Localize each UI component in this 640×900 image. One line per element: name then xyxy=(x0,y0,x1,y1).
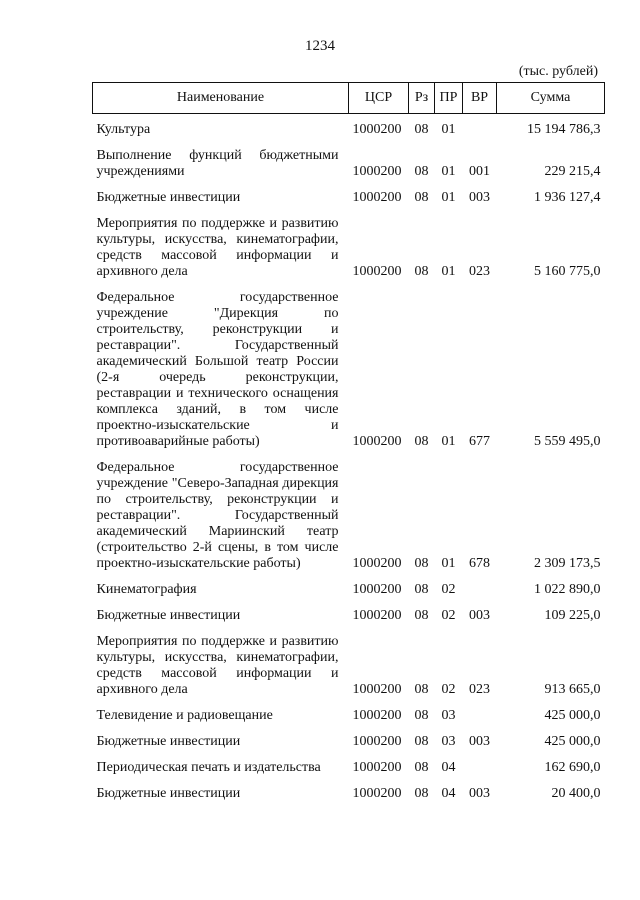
cell-sum: 5 160 775,0 xyxy=(534,264,601,279)
table-row xyxy=(93,734,605,752)
row-spacer-cell xyxy=(93,114,605,123)
cell-rz: 08 xyxy=(414,264,429,279)
budget-table xyxy=(92,82,605,804)
table-header-row xyxy=(93,83,605,114)
cell-name: Бюджетные инвестиции xyxy=(96,786,241,801)
cell-pr: 04 xyxy=(441,786,456,801)
cell-rz: 08 xyxy=(414,708,429,723)
cell-rz: 08 xyxy=(414,164,429,179)
cell-vr: 677 xyxy=(469,434,490,449)
header-vr: ВР xyxy=(463,83,497,114)
cell-name: Кинематография xyxy=(96,582,197,597)
row-spacer-cell xyxy=(93,626,605,634)
table-row xyxy=(93,190,605,208)
table-row xyxy=(93,608,605,626)
row-spacer-cell xyxy=(93,726,605,734)
cell-rz: 08 xyxy=(414,734,429,749)
row-spacer xyxy=(93,140,605,148)
cell-rz: 08 xyxy=(414,582,429,597)
cell-name: Культура xyxy=(96,122,151,137)
cell-vr xyxy=(463,122,497,140)
cell-vr: 003 xyxy=(469,608,490,623)
cell-pr: 03 xyxy=(441,708,456,723)
table-row xyxy=(93,708,605,726)
cell-csr: 1000200 xyxy=(352,708,402,723)
header-csr: ЦСР xyxy=(349,83,409,114)
cell-pr: 01 xyxy=(441,190,456,205)
row-spacer xyxy=(93,452,605,460)
cell-csr: 1000200 xyxy=(352,582,402,597)
header-sum: Сумма xyxy=(497,83,605,114)
cell-csr: 1000200 xyxy=(352,556,402,571)
cell-sum: 109 225,0 xyxy=(544,608,601,623)
table-row xyxy=(93,634,605,700)
cell-pr: 02 xyxy=(441,582,456,597)
row-spacer xyxy=(93,208,605,216)
header-pr: ПР xyxy=(435,83,463,114)
cell-pr: 03 xyxy=(441,734,456,749)
cell-sum: 162 690,0 xyxy=(544,760,601,775)
header-rz: Рз xyxy=(409,83,435,114)
header-name: Наименование xyxy=(93,83,349,114)
cell-csr: 1000200 xyxy=(352,608,402,623)
cell-name: Периодическая печать и издательства xyxy=(96,760,321,775)
cell-name: Бюджетные инвестиции xyxy=(96,608,241,623)
cell-vr: 023 xyxy=(469,682,490,697)
cell-pr: 02 xyxy=(441,682,456,697)
cell-vr: 003 xyxy=(469,190,490,205)
cell-pr: 01 xyxy=(441,556,456,571)
cell-name: Федеральное государственное учреждение "Дирекция по строительству, реконструкции и реставрации". Государственный академический Большой театр России (2-я очередь реконструкции, реставрации и технического оснащения комплекса зданий, в том числе проектно-изыскательские и противоаварийные работы) xyxy=(96,290,339,449)
row-spacer-cell xyxy=(93,600,605,608)
row-spacer-cell xyxy=(93,208,605,216)
row-spacer-cell xyxy=(93,140,605,148)
table-row xyxy=(93,290,605,452)
cell-csr: 1000200 xyxy=(352,734,402,749)
cell-vr: 003 xyxy=(469,734,490,749)
cell-pr: 01 xyxy=(441,434,456,449)
cell-sum: 913 665,0 xyxy=(544,682,601,697)
table-row xyxy=(93,216,605,282)
page-number: 1234 xyxy=(305,38,335,54)
row-spacer-cell xyxy=(93,700,605,708)
cell-vr xyxy=(463,708,497,726)
row-spacer xyxy=(93,726,605,734)
row-spacer-cell xyxy=(93,182,605,190)
cell-vr xyxy=(463,582,497,600)
row-spacer xyxy=(93,574,605,582)
cell-csr: 1000200 xyxy=(352,190,402,205)
cell-sum: 1 022 890,0 xyxy=(534,582,601,597)
table-row xyxy=(93,122,605,140)
row-spacer xyxy=(93,182,605,190)
units-note: (тыс. рублей) xyxy=(518,64,598,79)
cell-rz: 08 xyxy=(414,556,429,571)
cell-sum: 5 559 495,0 xyxy=(534,434,601,449)
row-spacer-cell xyxy=(93,778,605,786)
row-spacer xyxy=(93,626,605,634)
cell-rz: 08 xyxy=(414,608,429,623)
cell-vr: 023 xyxy=(469,264,490,279)
cell-name: Бюджетные инвестиции xyxy=(96,734,241,749)
cell-pr: 01 xyxy=(441,122,456,137)
cell-sum: 20 400,0 xyxy=(551,786,601,801)
cell-rz: 08 xyxy=(414,190,429,205)
cell-name: Бюджетные инвестиции xyxy=(96,190,241,205)
cell-csr: 1000200 xyxy=(352,264,402,279)
cell-sum: 2 309 173,5 xyxy=(534,556,601,571)
cell-pr: 04 xyxy=(441,760,456,775)
row-spacer-cell xyxy=(93,452,605,460)
cell-csr: 1000200 xyxy=(352,434,402,449)
cell-csr: 1000200 xyxy=(352,760,402,775)
table-row xyxy=(93,582,605,600)
row-spacer xyxy=(93,778,605,786)
cell-csr: 1000200 xyxy=(352,164,402,179)
cell-csr: 1000200 xyxy=(352,682,402,697)
table-body xyxy=(93,114,605,805)
cell-rz: 08 xyxy=(414,122,429,137)
cell-sum: 1 936 127,4 xyxy=(534,190,601,205)
row-spacer xyxy=(93,600,605,608)
cell-vr: 001 xyxy=(469,164,490,179)
cell-vr: 003 xyxy=(469,786,490,801)
cell-sum: 425 000,0 xyxy=(544,734,601,749)
cell-sum: 425 000,0 xyxy=(544,708,601,723)
row-spacer-cell xyxy=(93,282,605,290)
cell-name: Мероприятия по поддержке и развитию культуры, искусства, кинематографии, средств массовой информации и архивного дела xyxy=(96,634,339,697)
cell-name: Выполнение функций бюджетными учреждениями xyxy=(96,148,339,179)
cell-vr: 678 xyxy=(469,556,490,571)
row-spacer xyxy=(93,282,605,290)
cell-sum: 229 215,4 xyxy=(544,164,601,179)
cell-rz: 08 xyxy=(414,434,429,449)
cell-sum: 15 194 786,3 xyxy=(527,122,601,137)
cell-rz: 08 xyxy=(414,682,429,697)
table-row xyxy=(93,786,605,804)
row-spacer xyxy=(93,752,605,760)
table-row xyxy=(93,148,605,182)
cell-pr: 02 xyxy=(441,608,456,623)
cell-pr: 01 xyxy=(441,264,456,279)
cell-vr xyxy=(463,760,497,778)
cell-pr: 01 xyxy=(441,164,456,179)
table-row xyxy=(93,460,605,574)
row-spacer xyxy=(93,114,605,123)
row-spacer-cell xyxy=(93,752,605,760)
cell-name: Мероприятия по поддержке и развитию культуры, искусства, кинематографии, средств массовой информации и архивного дела xyxy=(96,216,339,279)
row-spacer xyxy=(93,700,605,708)
table-row xyxy=(93,760,605,778)
cell-name: Телевидение и радиовещание xyxy=(96,708,273,723)
cell-csr: 1000200 xyxy=(352,122,402,137)
cell-csr: 1000200 xyxy=(352,786,402,801)
cell-rz: 08 xyxy=(414,760,429,775)
row-spacer-cell xyxy=(93,574,605,582)
cell-name: Федеральное государственное учреждение "Северо-Западная дирекция по строительству, реконструкции и реставрации". Государственный академический Мариинский театр (строительство 2-й сцены, в том числе проектно-изыскательские работы) xyxy=(96,460,339,571)
cell-rz: 08 xyxy=(414,786,429,801)
